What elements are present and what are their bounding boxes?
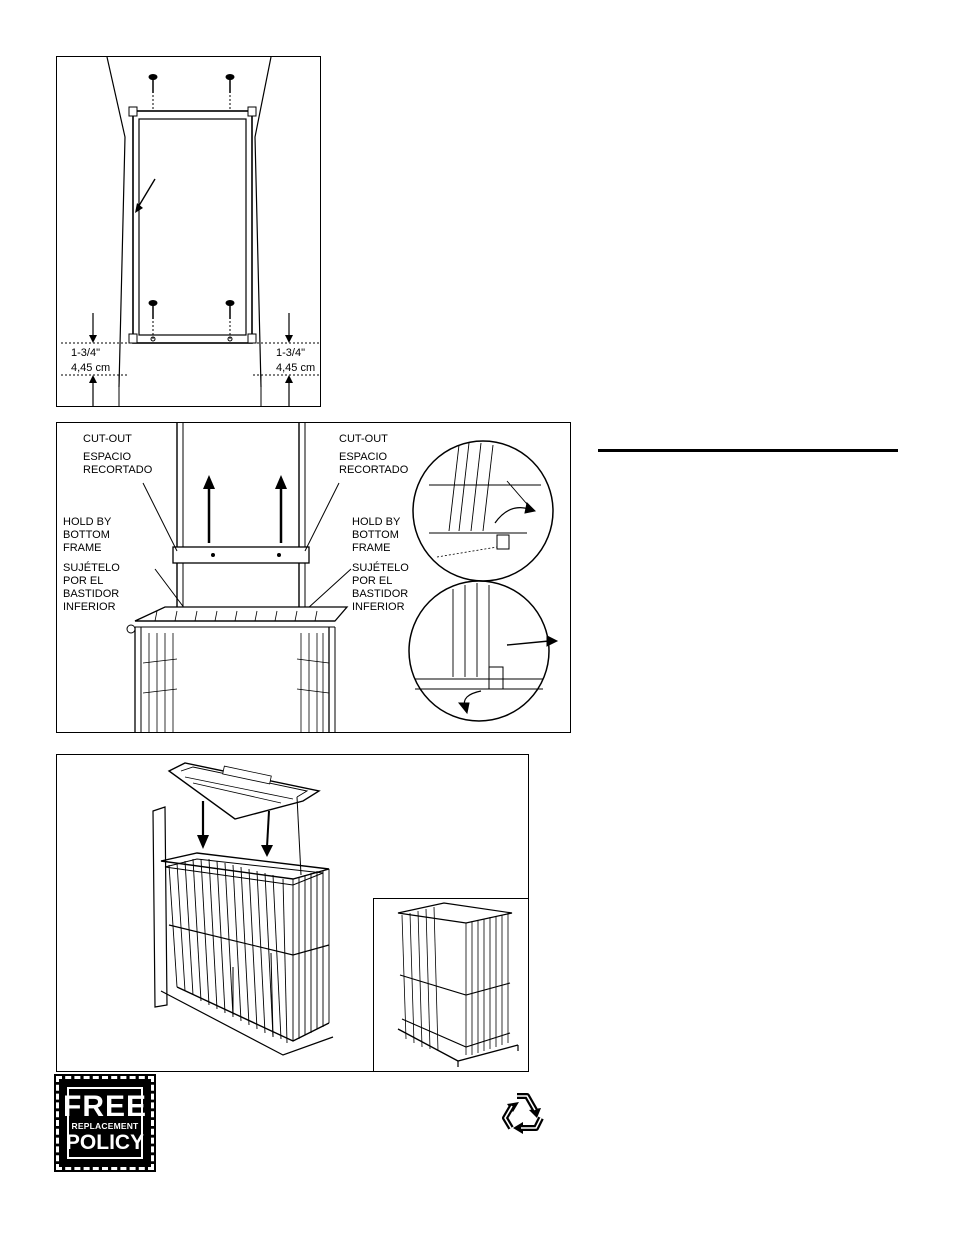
basket-inset-diagram (374, 899, 529, 1072)
screw-icon (149, 301, 157, 340)
measure-right-metric: 4,45 cm (276, 362, 316, 374)
measure-right-imperial: 1-3/4" (276, 347, 305, 359)
free-replacement-policy-badge (56, 1076, 154, 1170)
cutout-left-label: CUT-OUT ESPACIO RECORTADO (83, 433, 153, 476)
screw-icon (226, 301, 234, 340)
basket-inset-panel (373, 898, 529, 1072)
section-divider (598, 449, 898, 452)
screw-icon (226, 75, 234, 110)
badge-policy-text: POLICY (65, 1130, 145, 1154)
basket-diagram-panel (56, 754, 529, 1072)
badge-inner (63, 1087, 148, 1159)
measure-left-metric: 4,45 cm (71, 362, 111, 374)
cutout-right-label: CUT-OUT ESPACIO RECORTADO (339, 433, 409, 476)
badge-free-text: FREE (63, 1089, 148, 1123)
hold-right-label: HOLD BY BOTTOM FRAME SUJÉTELO POR EL BASTIDOR INFERIOR (352, 516, 409, 613)
recycle-icon (497, 1086, 551, 1140)
screw-icon (149, 75, 157, 110)
detail-circle-top (413, 441, 553, 581)
mounting-diagram-panel (56, 56, 321, 407)
removal-diagram-panel (56, 422, 571, 733)
detail-circle-bottom (409, 581, 557, 721)
hold-left-label: HOLD BY BOTTOM FRAME SUJÉTELO POR EL BASTIDOR INFERIOR (63, 516, 120, 613)
badge-replacement-text: REPLACEMENT (71, 1120, 139, 1131)
measure-left-imperial: 1-3/4" (71, 347, 100, 359)
